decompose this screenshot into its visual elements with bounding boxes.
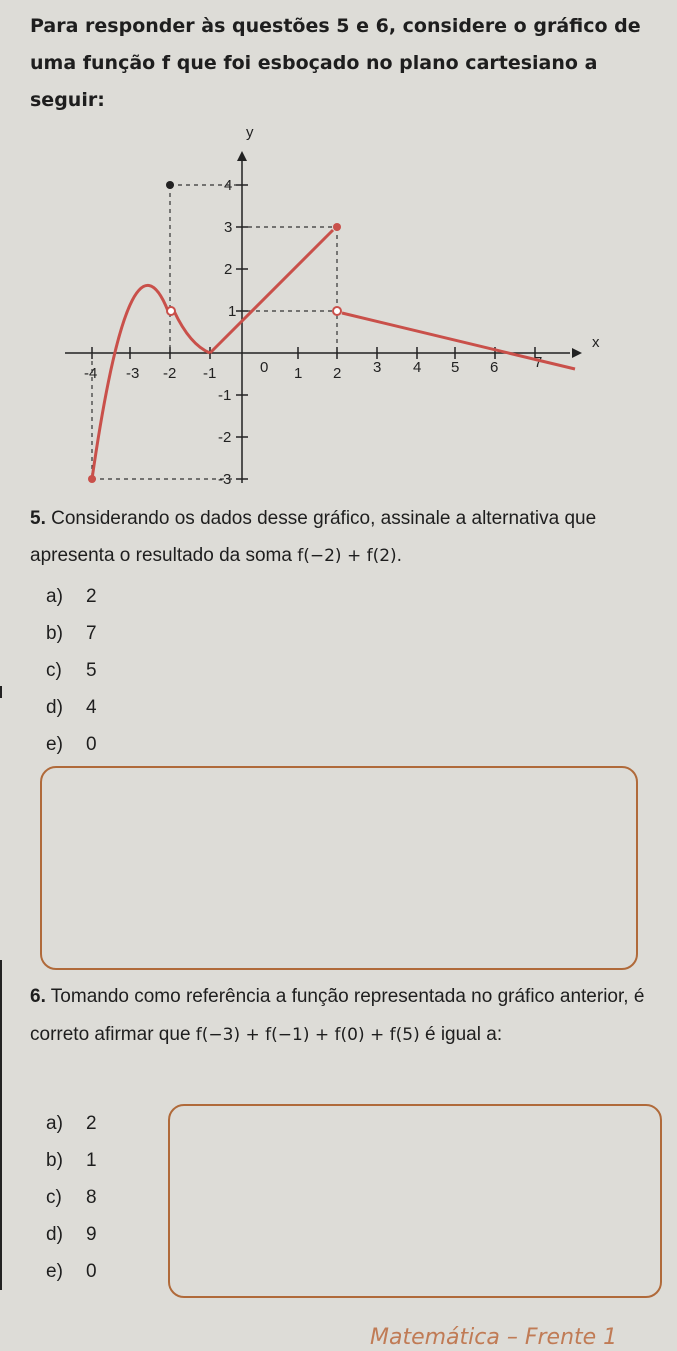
- y-axis-label: y: [246, 124, 254, 141]
- function-curve: [92, 230, 575, 479]
- x-tick-label: 6: [490, 359, 499, 376]
- option-value: 7: [86, 623, 97, 644]
- x-tick-label: 3: [373, 359, 382, 376]
- question-text: Considerando os dados desse gráfico, assinale a alternativa que apresenta o resultado da soma: [30, 508, 597, 566]
- option-letter: e): [46, 1261, 63, 1282]
- option-letter: c): [46, 1187, 62, 1208]
- margin-mark: [0, 686, 2, 698]
- guide-lines: [92, 185, 337, 479]
- closed-point: [333, 223, 341, 231]
- x-axis-label: x: [592, 334, 600, 351]
- answer-box[interactable]: [40, 766, 638, 970]
- option-a[interactable]: [46, 1105, 97, 1142]
- option-letter: a): [46, 586, 63, 607]
- option-value: 2: [86, 586, 97, 607]
- option-letter: c): [46, 660, 62, 681]
- option-b[interactable]: [46, 615, 97, 652]
- y-axis-arrow-icon: [237, 151, 247, 161]
- option-b[interactable]: [46, 1142, 97, 1179]
- y-tick-label: -3: [218, 471, 232, 488]
- option-letter: b): [46, 1150, 63, 1171]
- y-tick-label: 3: [224, 219, 233, 236]
- x-tick-label: 4: [413, 359, 422, 376]
- option-d[interactable]: [46, 689, 97, 726]
- option-e[interactable]: [46, 726, 97, 763]
- x-tick-label: -2: [163, 365, 177, 382]
- curve-parabola-right: [174, 311, 210, 353]
- option-c[interactable]: [46, 1179, 97, 1216]
- open-point: [167, 307, 175, 315]
- question-text-after: é igual a:: [424, 1024, 503, 1045]
- x-tick-label: -1: [203, 365, 217, 382]
- question-text: Tomando como referência a função representada no gráfico anterior, é correto afirmar que: [30, 986, 645, 1045]
- x-tick-label: 2: [333, 365, 342, 382]
- option-value: 9: [86, 1224, 97, 1245]
- curve-parabola-left: [92, 285, 168, 479]
- open-point: [333, 307, 341, 315]
- margin-mark: [0, 960, 2, 1290]
- question-expression: f(−2) + f(2).: [297, 546, 403, 566]
- question-5-options: [46, 578, 97, 763]
- y-tick-labels: [218, 177, 236, 488]
- x-tick-label: -3: [126, 365, 140, 382]
- closed-point: [166, 181, 174, 189]
- option-a[interactable]: [46, 578, 97, 615]
- option-letter: d): [46, 1224, 63, 1245]
- option-letter: d): [46, 697, 63, 718]
- option-value: 8: [86, 1187, 97, 1208]
- y-tick-label: -2: [218, 429, 232, 446]
- y-tick-label: -1: [218, 387, 232, 404]
- option-value: 4: [86, 697, 97, 718]
- question-6-options: [46, 1105, 97, 1290]
- question-number: 6.: [30, 986, 46, 1007]
- question-6: [30, 978, 670, 1054]
- option-letter: b): [46, 623, 63, 644]
- y-tick-label: 2: [224, 261, 233, 278]
- option-value: 1: [86, 1150, 97, 1171]
- option-letter: e): [46, 734, 63, 755]
- answer-box[interactable]: [168, 1104, 662, 1298]
- intro-text: Para responder às questões 5 e 6, considere o gráfico de uma função f que foi esboçado no plano cartesiano a seguir:: [30, 15, 641, 111]
- question-5: [30, 500, 670, 575]
- option-e[interactable]: [46, 1253, 97, 1290]
- option-d[interactable]: [46, 1216, 97, 1253]
- x-tick-label: -4: [84, 365, 98, 382]
- x-tick-label: 0: [260, 359, 269, 376]
- x-tick-label: 5: [451, 359, 460, 376]
- option-value: 5: [86, 660, 97, 681]
- curve-line-rising: [210, 230, 333, 353]
- option-c[interactable]: [46, 652, 97, 689]
- option-letter: a): [46, 1113, 63, 1134]
- x-tick-labels: [84, 354, 542, 382]
- y-tick-label: 4: [224, 177, 233, 194]
- footer-text: Matemática – Frente 1: [370, 1325, 618, 1350]
- option-value: 2: [86, 1113, 97, 1134]
- closed-point: [88, 475, 96, 483]
- question-number: 5.: [30, 508, 46, 529]
- option-value: 0: [86, 1261, 97, 1282]
- x-axis-arrow-icon: [572, 348, 582, 358]
- function-graph: [60, 115, 600, 495]
- x-tick-label: 1: [294, 365, 303, 382]
- question-expression: f(−3) + f(−1) + f(0) + f(5): [195, 1025, 420, 1045]
- y-tick-label: 1: [228, 303, 237, 320]
- option-value: 0: [86, 734, 97, 755]
- x-tick-label: 7: [534, 354, 543, 371]
